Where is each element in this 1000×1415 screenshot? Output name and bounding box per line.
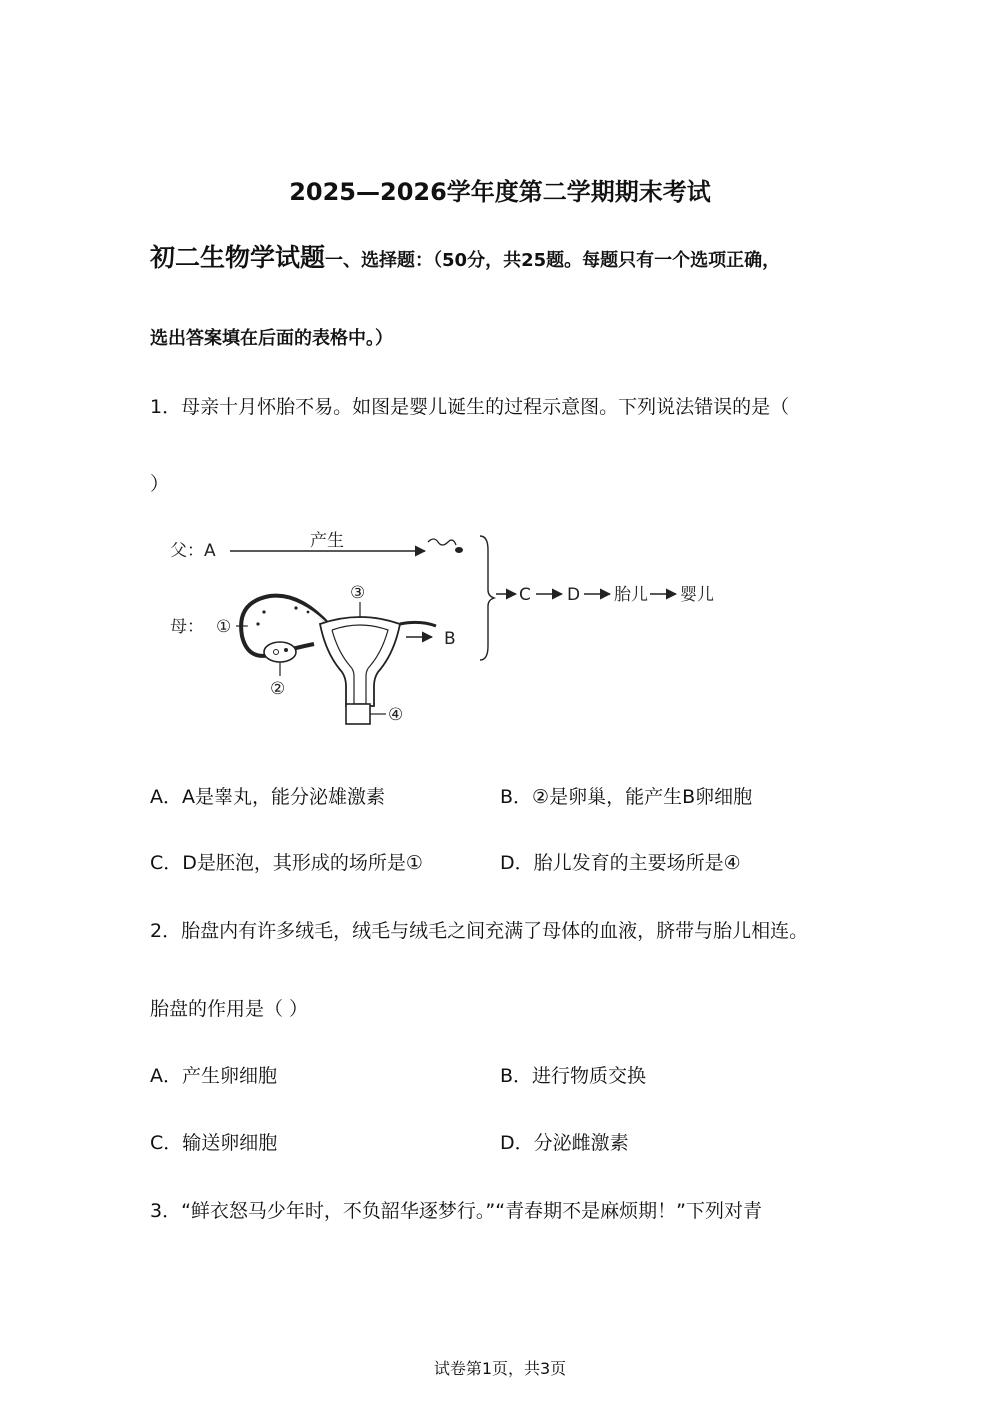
q1-option-b[interactable]: B．②是卵巢，能产生B卵细胞 xyxy=(500,786,753,808)
label-b: B xyxy=(444,629,456,649)
father-label: 父：A xyxy=(170,541,216,561)
circle-1: ① xyxy=(216,617,232,637)
label-fetus: 胎儿 xyxy=(614,585,648,605)
circle-2: ② xyxy=(270,679,286,699)
q1-stem-line2: ） xyxy=(150,473,170,495)
vagina xyxy=(346,704,370,724)
subject-title: 初二生物学试题 xyxy=(150,243,326,272)
q1-option-d[interactable]: D．胎儿发育的主要场所是④ xyxy=(500,852,741,874)
q2-option-b[interactable]: B．进行物质交换 xyxy=(500,1065,647,1087)
sperm-tail xyxy=(428,539,456,545)
q2-stem-line2: 胎盘的作用是（ ） xyxy=(150,998,309,1020)
page-footer: 试卷第1页，共3页 xyxy=(433,1359,567,1378)
reproduction-diagram xyxy=(160,528,730,733)
label-c: C xyxy=(519,585,531,605)
ovary xyxy=(264,642,296,662)
produce-label: 产生 xyxy=(310,531,344,551)
sperm-head xyxy=(455,547,463,553)
section-heading: 一、选择题：（50分，共25题。每题只有一个选项正确， xyxy=(325,250,781,271)
q2-stem-line1: 2．胎盘内有许多绒毛，绒毛与绒毛之间充满了母体的血液，脐带与胎儿相连。 xyxy=(150,920,809,942)
q1-option-c[interactable]: C．D是胚泡，其形成的场所是① xyxy=(150,852,423,874)
q1-stem-line1: 1．母亲十月怀胎不易。如图是婴儿诞生的过程示意图。下列说法错误的是（ xyxy=(150,396,790,418)
q2-option-c[interactable]: C．输送卵细胞 xyxy=(150,1132,278,1154)
exam-title: 2025—2026学年度第二学期期末考试 xyxy=(289,178,711,206)
circle-4: ④ xyxy=(388,705,404,725)
mother-label: 母： xyxy=(170,617,204,637)
section-heading-cont: 选出答案填在后面的表格中。） xyxy=(150,328,393,349)
q2-option-d[interactable]: D．分泌雌激素 xyxy=(500,1132,629,1154)
q2-option-a[interactable]: A．产生卵细胞 xyxy=(150,1065,277,1087)
q3-stem-line1: 3．“鲜衣怒马少年时，不负韶华逐梦行。”“青春期不是麻烦期！”下列对青 xyxy=(150,1200,762,1222)
label-baby: 婴儿 xyxy=(680,585,714,605)
q1-option-a[interactable]: A．A是睾丸，能分泌雄激素 xyxy=(150,786,385,808)
bracket xyxy=(480,536,494,660)
circle-3: ③ xyxy=(350,583,366,603)
label-d: D xyxy=(567,585,581,605)
exam-subtitle xyxy=(150,238,780,274)
